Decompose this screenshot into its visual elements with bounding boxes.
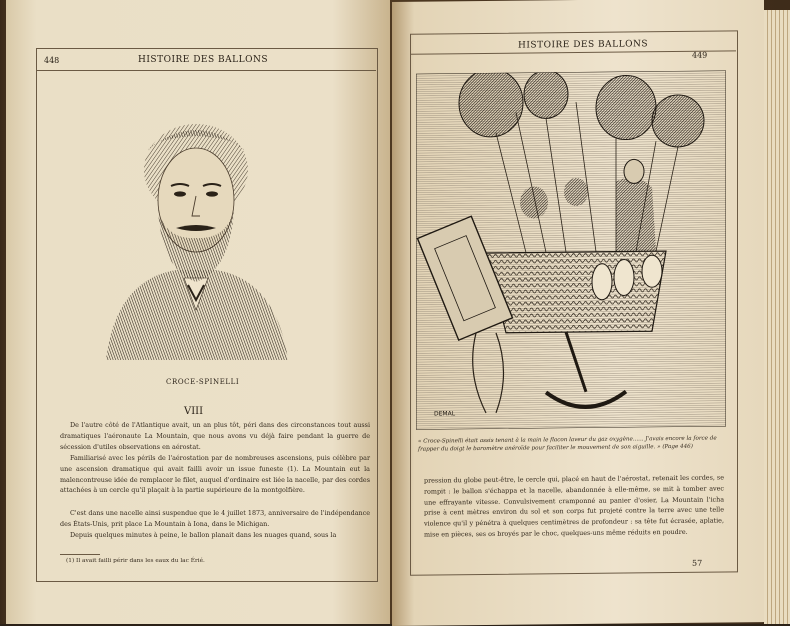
page-edges xyxy=(764,10,790,624)
paragraph-2: Familiarisé avec les périls de l'aérostation par de nombreuses ascensions, puis célèbre par une ascension dramatique qui avait failli avoir un issue funeste (1). La Mountain eut la malencontreuse idée de remplacer le filet, auquel d'ordinaire est liée la nacelle, par des cordes attachées à un cercle qu'il plaçait à la partie supérieure de la montgolfière. xyxy=(60,454,370,495)
paragraph-4: Depuis quelques minutes à peine, le ballon planait dans les nuages quand, sous la xyxy=(70,531,337,539)
portrait-caption: CROCE-SPINELLI xyxy=(166,378,240,386)
right-paragraph: pression du globe peut-être, le cercle qui, placé en haut de l'aérostat, retenait les cordes, se rompit : le ballon s'échappa et la nacelle, abandonnée à elle-même, se mit à tomber avec une effrayante vitesse. Convulsivement cramponné au panier d'osier, La Mountain l'icha prise à cent mètres environ du sol et son corps fut projeté contre la terre avec une telle violence qu'il y pénétra à quelques centimètres de profondeur : sa tête fut écrasée, aplatie, mise en pièces, ses os broyés par le choc, quelques-uns même réduits en poudre. xyxy=(424,473,724,539)
paragraph-3: C'est dans une nacelle ainsi suspendue que le 4 juillet 1873, anniversaire de l'indépendance des États-Unis, prit place La Mountain à Iona, dans le Michigan. xyxy=(60,509,370,528)
engraver-signature: DEMAL xyxy=(434,410,456,418)
engraving-caption: « Croce-Spinelli était assis tenant à la main le flacon laveur du gaz oxygène...... J'avais encore la force de frapper du doigt le baromètre anéroïde pour faciliter le mouvement de son aiguille. » (Page 446) xyxy=(418,435,717,453)
left-running-head: HISTOIRE DES BALLONS xyxy=(138,55,269,65)
left-page-number: 448 xyxy=(44,56,60,65)
left-page xyxy=(6,0,390,624)
footnote: (1) Il avait failli périr dans les eaux du lac Érié. xyxy=(66,558,205,564)
balloon-engraving xyxy=(416,70,726,429)
right-page-number: 449 xyxy=(692,50,708,60)
croce-spinelli-portrait xyxy=(96,110,296,370)
right-page xyxy=(392,0,764,626)
left-header-rule xyxy=(36,70,376,71)
chapter-number: VIII xyxy=(184,406,204,417)
paragraph-1: De l'autre côté de l'Atlantique avait, un an plus tôt, péri dans des circonstances tout aussi dramatiques l'aéronaute La Mountain, que nous avons vu déjà faire pendant la guerre de sécession d'utiles observations en aérostat. xyxy=(60,421,370,451)
footnote-rule xyxy=(60,554,100,555)
signature-mark: 57 xyxy=(692,558,703,568)
right-running-head: HISTOIRE DES BALLONS xyxy=(518,39,649,51)
